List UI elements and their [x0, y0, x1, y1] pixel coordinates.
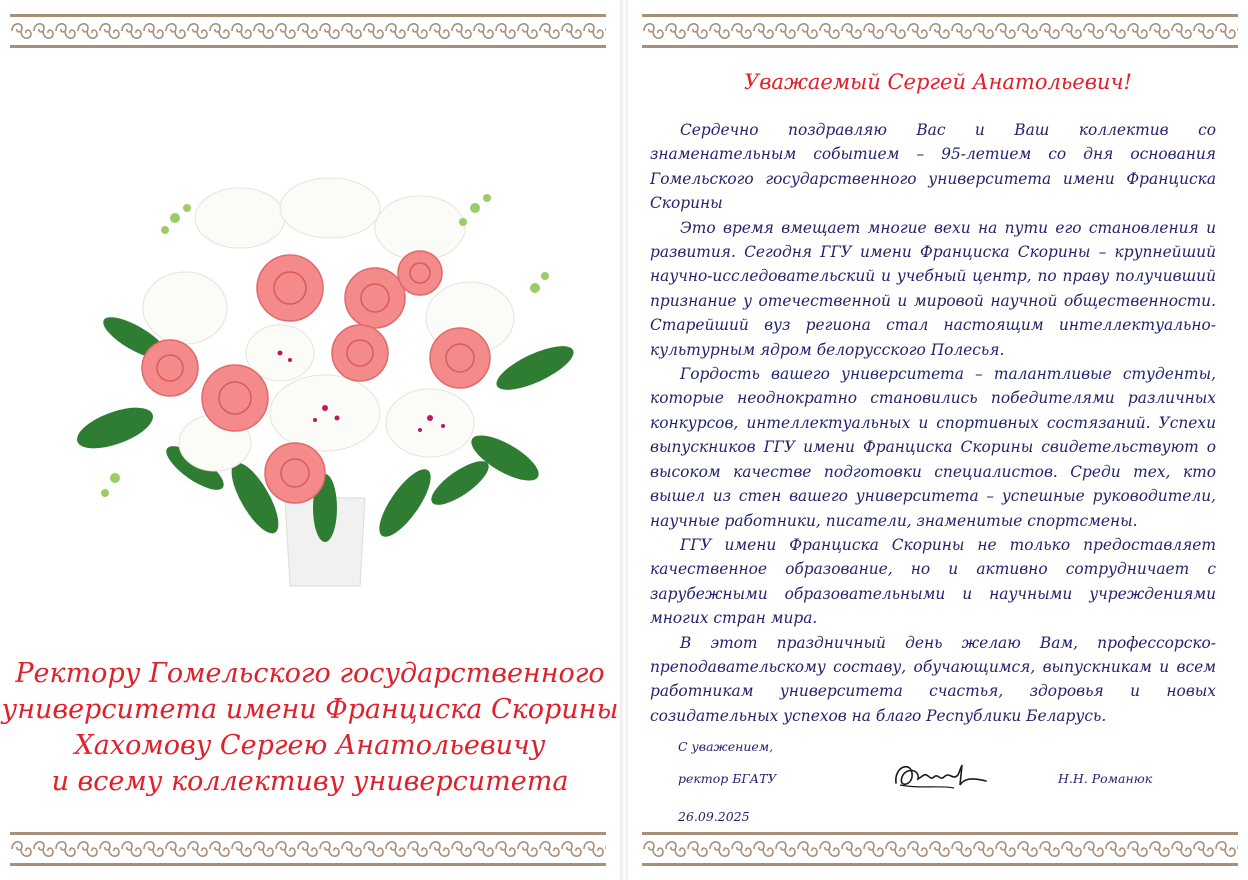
- paragraph: В этот праздничный день желаю Вам, профессорско-преподавательскому составу, обучающимся, выпускникам и всем работникам университета счастья, здоровья и новых созидательных успехов на благо Республики Беларусь.: [650, 633, 1216, 725]
- ornament-border-top: [10, 14, 606, 48]
- ornament-border-top: [642, 14, 1238, 48]
- letter-body: [650, 118, 1216, 728]
- signature-name: Н.Н. Романюк: [1058, 771, 1153, 786]
- dedication-line: Хахомову Сергею Анатольевичу: [74, 730, 546, 761]
- dedication-line: Ректору Гомельского государственного: [15, 658, 605, 689]
- signature-regards: С уважением,: [678, 739, 774, 754]
- page-spine: [620, 0, 628, 880]
- ornament-border-bottom: [10, 832, 606, 866]
- dedication-text: [0, 656, 620, 800]
- salutation: Уважаемый Сергей Анатольевич!: [744, 70, 1132, 94]
- paragraph: Гордость вашего университета – талантливые студенты, которые неоднократно становились победителями различных конкурсов, интеллектуальных и спортивных состязаний. Успехи выпускников ГГУ имени Франциска Скорины свидетельствуют о высоком качестве подготовки специалистов. Среди тех, кто вышел из стен вашего университета – успешные руководители, научные работники, писатели, знаменитые спортсмены.: [650, 365, 1216, 530]
- handwritten-signature: [890, 755, 990, 795]
- paragraph: ГГУ имени Франциска Скорины не только предоставляет качественное образование, но и активно сотрудничает с зарубежными образовательными и научными учреждениями многих стран мира.: [650, 535, 1216, 628]
- signature-date: 26.09.2025: [678, 809, 750, 824]
- dedication-line: и всему коллективу университета: [51, 766, 569, 797]
- dedication-line: университета имени Франциска Скорины: [1, 694, 619, 725]
- paragraph: Это время вмещает многие вехи на пути его становления и развития. Сегодня ГГУ имени Франциска Скорины – крупнейший научно-исследовательский и учебный центр, по праву получивший признание у отечественной и мировой научной общественности. Старейший вуз региона стал настоящим интеллектуально-культурным ядром белорусского Полесья.: [650, 218, 1216, 359]
- signature-title: ректор БГАТУ: [678, 771, 777, 786]
- flower-bouquet-image: [75, 168, 575, 588]
- paragraph: Сердечно поздравляю Вас и Ваш коллектив со знаменательным событием – 95-летием со дня основания Гомельского государственного университета имени Франциска Скорины: [650, 121, 1216, 213]
- left-page: [0, 0, 620, 880]
- right-page: [628, 0, 1248, 880]
- signature-block: [678, 735, 1218, 835]
- ornament-border-bottom: [642, 832, 1238, 866]
